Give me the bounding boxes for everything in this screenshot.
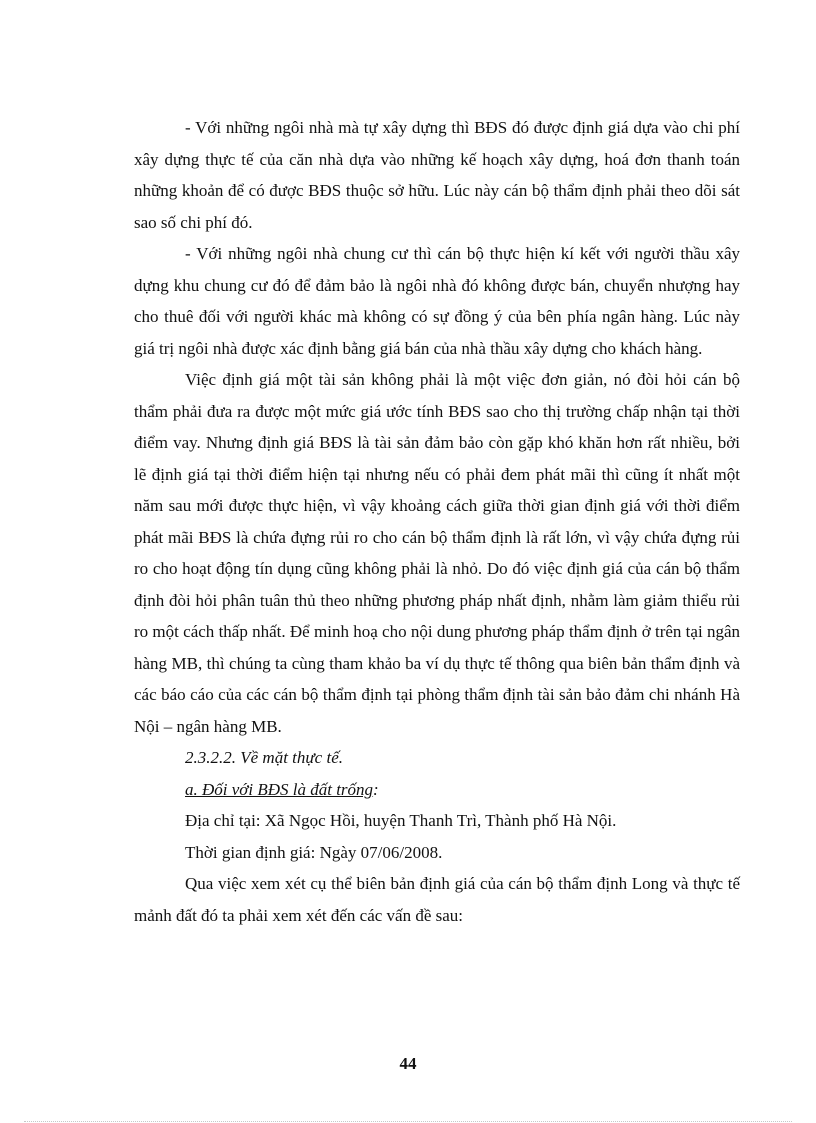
page-bottom-divider — [24, 1121, 792, 1122]
subsection-heading — [134, 774, 740, 806]
subsection-heading-colon: : — [373, 779, 379, 799]
page-body — [134, 112, 740, 931]
address-line: Địa chỉ tại: Xã Ngọc Hồi, huyện Thanh Trì, Thành phố Hà Nội. — [185, 811, 617, 830]
section-heading: 2.3.2.2. Về mặt thực tế. — [185, 748, 343, 767]
page-number: 44 — [399, 1054, 417, 1073]
subsection-heading-text: a. Đối với BĐS là đất trống — [185, 779, 374, 799]
paragraph-apartments: - Với những ngôi nhà chung cư thì cán bộ thực hiện kí kết với người thầu xây dựng khu chung cư đó để đảm bảo là ngôi nhà đó không được bán, chuyển nhượng hay cho thuê đối với người khác mà không có sự đồng ý của bên phía ngân hàng. Lúc này giá trị ngôi nhà được xác định bằng giá bán của nhà thầu xây dựng cho khách hàng. — [134, 244, 740, 358]
paragraph-self-built-houses: - Với những ngôi nhà mà tự xây dựng thì BĐS đó được định giá dựa vào chi phí xây dựng thực tế của căn nhà dựa vào những kế hoạch xây dựng, hoá đơn thanh toán những khoản để có được BĐS thuộc sở hữu. Lúc này cán bộ thẩm định phải theo dõi sát sao số chi phí đó. — [134, 118, 740, 232]
paragraph-valuation-risk: Việc định giá một tài sản không phải là một việc đơn giản, nó đòi hỏi cán bộ thẩm phải đưa ra được một mức giá ước tính BĐS sao cho thị trường chấp nhận tại thời điểm vay. Nhưng định giá BĐS là tài sản đảm bảo còn gặp khó khăn hơn rất nhiều, bởi lẽ định giá tại thời điểm hiện tại nhưng nếu có phải đem phát mãi thì cũng ít nhất một năm sau mới được thực hiện, vì vậy khoảng cách giữa thời gian định giá với thời điểm phát mãi BĐS là chứa đựng rủi ro cho cán bộ thẩm định là rất lớn, vì vậy chứa đựng rủi ro cho hoạt động tín dụng cũng không phải là nhỏ. Do đó việc định giá của cán bộ thẩm định đòi hỏi phân tuân thủ theo những phương pháp nhất định, nhằm làm giảm thiểu rủi ro một cách thấp nhất. Để minh hoạ cho nội dung phương pháp thẩm định ở trên tại ngân hàng MB, thì chúng ta cùng tham khảo ba ví dụ thực tế thông qua biên bản thẩm định và các báo cáo của các cán bộ thẩm định tại phòng thẩm định tài sản bảo đảm chi nhánh Hà Nội – ngân hàng MB. — [134, 370, 740, 736]
date-line: Thời gian định giá: Ngày 07/06/2008. — [185, 842, 443, 862]
closing-paragraph: Qua việc xem xét cụ thể biên bản định giá của cán bộ thẩm định Long và thực tế mảnh đất đó ta phải xem xét đến các vấn đề sau: — [134, 874, 740, 925]
